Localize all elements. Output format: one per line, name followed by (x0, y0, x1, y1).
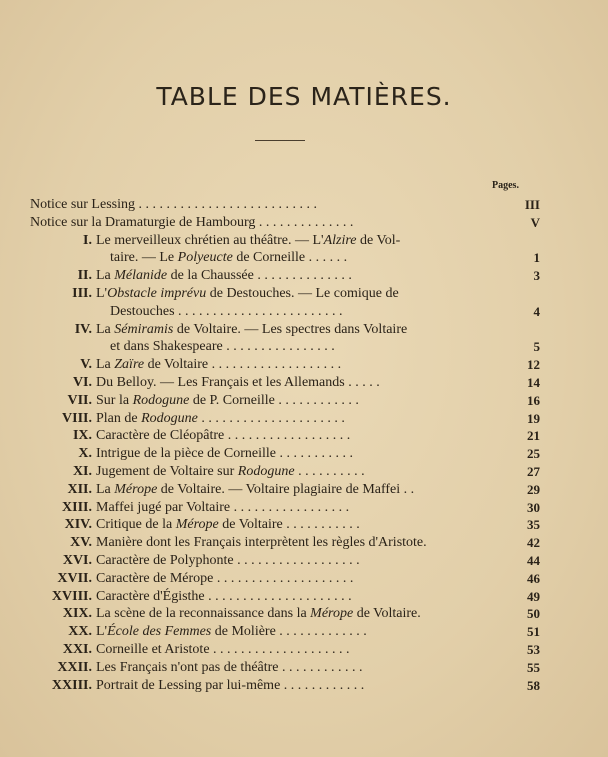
title-text: de Voltaire (218, 517, 283, 533)
title-text: Jugement de Voltaire sur (96, 464, 238, 479)
page-number: 27 (527, 464, 540, 479)
page-number: 42 (527, 535, 540, 551)
title-text: . . (400, 481, 415, 497)
page-number: III (524, 197, 540, 212)
title-text: de Vol- (356, 232, 401, 248)
page-number: 44 (527, 553, 540, 568)
page-number: 49 (527, 588, 540, 604)
title-text: . . . . . . . . . . . . . . . . . . . (208, 357, 342, 373)
chapter-number: XIV. (64, 517, 92, 533)
page-number: 30 (527, 499, 540, 515)
pages-column-label: Pages. (492, 180, 519, 191)
title-text: Caractère de Cléopâtre (96, 428, 225, 444)
title-text: . . . . . . . . . . . . . . . . . (230, 499, 350, 515)
chapter-title (96, 374, 380, 392)
chapter-title (96, 285, 399, 303)
chapter-number: V. (80, 357, 92, 373)
title-text: . . . . . . . . . . . . . . . . . . . . . . . . (174, 303, 343, 319)
title-text: et dans Shakespeare (110, 339, 223, 355)
work-title: Rodogune (141, 410, 198, 426)
chapter-number: IV. (74, 321, 92, 337)
title-text: La (96, 481, 115, 497)
page-number: 25 (527, 446, 540, 462)
title-text: Corneille et Aristote (96, 642, 210, 657)
chapter-number: XX. (68, 624, 92, 640)
title-text: . . . . . . . . . . . . . . . . . . (233, 553, 360, 568)
chapter-title (96, 588, 352, 606)
title-text: taire. — Le (110, 250, 178, 266)
title-text: . . . . . (344, 375, 380, 390)
title-text: Les Français n'ont pas de théâtre (96, 659, 279, 675)
chapter-title (96, 463, 365, 481)
title-text: de P. Corneille (189, 392, 275, 408)
title-text: de Voltaire. (353, 606, 421, 622)
title-text: . . . . . . . . . . . . . . . . . . . . . . . . . . (134, 197, 317, 212)
page-number: 35 (527, 517, 540, 533)
title-text: . . . . . . . . . . . . . . . . . . . . (213, 570, 354, 586)
title-text: La scène de la reconnaissance dans la (96, 606, 311, 622)
title-text: Sur la (96, 392, 133, 408)
chapter-number: XII. (67, 481, 92, 497)
chapter-title (96, 427, 350, 445)
chapter-number: XXI. (62, 642, 92, 657)
work-title: Rodogune (132, 392, 190, 408)
chapter-title (30, 214, 353, 232)
work-title: Alzire (323, 232, 357, 248)
title-text: Critique de la (96, 517, 176, 533)
page-number: 53 (527, 642, 540, 657)
title-text: Notice sur la Dramaturgie de Hambourg (30, 214, 256, 230)
work-title: Polyeucte (177, 250, 233, 266)
title-text: L' (96, 624, 108, 640)
page-number: 46 (527, 570, 540, 586)
title-text: de Voltaire. — Voltaire plagiaire de Maffei (157, 481, 401, 497)
chapter-title (110, 338, 335, 356)
chapter-number: I. (83, 232, 92, 248)
chapter-title (96, 659, 363, 677)
title-text: Caractère d'Égisthe (96, 588, 205, 604)
chapter-title (110, 303, 343, 321)
work-title: Mérope (114, 481, 158, 497)
work-title: Zaïre (114, 357, 145, 373)
title-text: Caractère de Polyphonte (96, 553, 234, 568)
title-text: . . . . . . . . . . . . (278, 659, 363, 675)
title-text: L' (96, 286, 108, 301)
page-number: V (530, 214, 540, 230)
page-number: 50 (527, 606, 540, 622)
chapter-title (96, 605, 421, 623)
title-text: Destouches (110, 303, 175, 319)
chapter-number: XXIII. (51, 677, 92, 693)
title-text: Intrigue de la pièce de Corneille (96, 446, 276, 462)
chapter-number: XVIII. (51, 588, 92, 604)
chapter-title (96, 321, 407, 339)
chapter-number: XVI. (62, 553, 92, 568)
page-number: 29 (527, 481, 540, 497)
page-number: 4 (533, 303, 540, 319)
page-number: 19 (527, 410, 540, 426)
chapter-number: VII. (67, 392, 92, 408)
title-text: . . . . . . . . . . . . . . . . . . . . . (197, 410, 345, 426)
title-text: . . . . . . . . . . . . . . (253, 268, 352, 284)
chapter-title (30, 196, 317, 214)
title-text: Manière dont les Français interprètent les règles d'Aristote. (96, 535, 427, 551)
work-title: Rodogune (237, 464, 295, 479)
chapter-title (96, 552, 360, 570)
chapter-number: XV. (70, 535, 92, 551)
title-divider (255, 140, 305, 141)
page-number: 12 (527, 357, 540, 373)
chapter-title (96, 267, 352, 285)
work-title: Mérope (310, 606, 354, 622)
chapter-title (96, 232, 400, 250)
title-text: . . . . . . . . . . . . (274, 392, 359, 408)
chapter-title (96, 534, 427, 552)
page-number: 55 (527, 659, 540, 675)
title-text: de Destouches. — Le comique de (206, 286, 399, 301)
title-text: . . . . . . (305, 250, 348, 266)
title-text: de Corneille (232, 250, 306, 266)
chapter-number: XXII. (57, 659, 92, 675)
title-text: . . . . . . . . . . (294, 464, 365, 479)
chapter-title (96, 392, 359, 410)
page-number: 1 (533, 250, 540, 266)
title-text: de Voltaire (144, 357, 209, 373)
chapter-title (96, 641, 350, 659)
title-text: de Voltaire. — Les spectres dans Voltaire (173, 321, 408, 337)
page-title: TABLE DES MATIÈRES. (156, 82, 452, 111)
chapter-number: XIII. (62, 499, 92, 515)
page-number: 51 (527, 624, 540, 640)
title-text: Le merveilleux chrétien au théâtre. — L' (96, 232, 324, 248)
title-text: de la Chaussée (167, 268, 254, 284)
chapter-number: XVII. (57, 570, 92, 586)
title-text: Portrait de Lessing par lui-même (96, 677, 281, 693)
title-text: de Molière (211, 624, 276, 640)
page-number: 14 (527, 375, 540, 390)
chapter-number: XI. (72, 464, 92, 479)
title-text: Du Belloy. — Les Français et les Allemands (96, 375, 345, 390)
page-number: 21 (527, 428, 540, 444)
title-text: . . . . . . . . . . . . . . . . . . (224, 428, 351, 444)
work-title: Sémiramis (114, 321, 174, 337)
chapter-title (96, 623, 367, 641)
work-title: École des Femmes (107, 624, 212, 640)
chapter-number: VIII. (62, 410, 92, 426)
chapter-number: VI. (72, 375, 92, 390)
chapter-number: XIX. (62, 606, 92, 622)
title-text: . . . . . . . . . . . . . (275, 624, 367, 640)
chapter-title (96, 481, 414, 499)
chapter-title (96, 445, 353, 463)
chapter-number: X. (78, 446, 92, 462)
title-text: La (96, 268, 115, 284)
work-title: Obstacle imprévu (107, 286, 207, 301)
page-number: 58 (527, 677, 540, 693)
chapter-title (96, 356, 341, 374)
title-text: La (96, 321, 115, 337)
title-text: . . . . . . . . . . . . . . (255, 214, 354, 230)
chapter-number: IX. (72, 428, 92, 444)
work-title: Mélanide (114, 268, 168, 284)
title-text: . . . . . . . . . . . . . . . . (222, 339, 335, 355)
title-text: Plan de (96, 410, 142, 426)
page-number: 3 (533, 268, 540, 284)
page-number: 16 (527, 392, 540, 408)
chapter-title (96, 516, 360, 534)
chapter-number: II. (77, 268, 92, 284)
page-number: 5 (533, 339, 540, 355)
title-text: La (96, 357, 115, 373)
title-text: Maffei jugé par Voltaire (96, 499, 231, 515)
title-text: . . . . . . . . . . . (282, 517, 360, 533)
title-text: . . . . . . . . . . . . . . . . . . . . (209, 642, 350, 657)
chapter-title (110, 249, 347, 267)
chapter-title (96, 410, 345, 428)
work-title: Mérope (175, 517, 219, 533)
title-text: . . . . . . . . . . . (275, 446, 353, 462)
title-text: . . . . . . . . . . . . . . . . . . . . . (204, 588, 352, 604)
chapter-title (96, 677, 364, 695)
chapter-title (96, 499, 349, 517)
title-text: Notice sur Lessing (30, 197, 135, 212)
title-text: . . . . . . . . . . . . (280, 677, 365, 693)
title-text: Caractère de Mérope (96, 570, 214, 586)
chapter-title (96, 570, 353, 588)
chapter-number: III. (72, 286, 92, 301)
